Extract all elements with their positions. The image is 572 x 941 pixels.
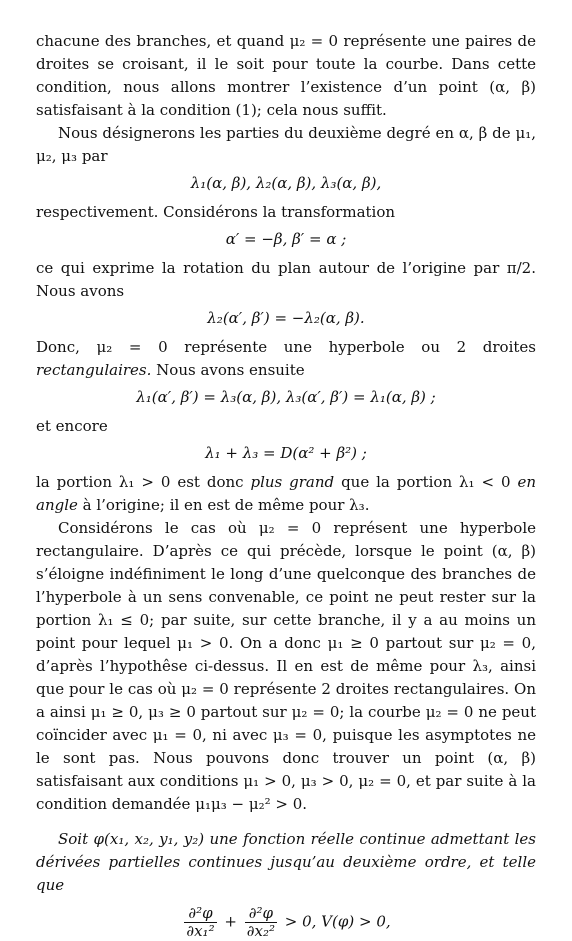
inequality-rest: > 0, V(φ) > 0, xyxy=(284,912,391,931)
fraction-second xyxy=(245,905,277,940)
emphasis-rectangulaires: rectangulaires. xyxy=(36,361,152,379)
text-run: à l’origine; il en est de même pour λ₃. xyxy=(77,496,370,514)
paragraph-hyperbole-case: Considérons le cas où μ₂ = 0 représent une hyperbole rectangulaire. D’après ce qui précède, lorsque le point (α, β) s’éloigne indéfiniment le long d’une quelconque des branches de l’hyperbole à un sens convenable, ce point ne peut rester sur la portion λ₁ ≤ 0; par suite, sur cette branche, il y a au moins un point pour lequel μ₁ > 0. On a donc μ₁ ≥ 0 partout sur μ₂ = 0, d’après l’hypothêse ci-dessus. Il en est de même pour λ₃, ainsi que pour le cas où μ₂ = 0 représente 2 droites rectangulaires. On a ainsi μ₁ ≥ 0, μ₃ ≥ 0 partout sur μ₂ = 0; la courbe μ₂ = 0 ne peut coïncider avec μ₁ = 0, ni avec μ₃ = 0, puisque les asymptotes ne le sont pas. Nous pouvons donc trouver un point (α, β) satisfaisant aux conditions μ₁ > 0, μ₃ > 0, μ₂ = 0, et par suite à la condition demandée μ₁μ₃ − μ₂² > 0. xyxy=(36,519,536,813)
paragraph-et-encore: et encore xyxy=(36,417,108,435)
plus-sign: + xyxy=(224,912,237,931)
equation-rotation: α′ = −β, β′ = α ; xyxy=(225,230,347,248)
paragraph-portion xyxy=(36,471,536,517)
equation-lambda-list: λ₁(α, β), λ₂(α, β), λ₃(α, β), xyxy=(190,174,382,192)
equation-lambda2: λ₂(α′, β′) = −λ₂(α, β). xyxy=(207,309,365,327)
equation-laplacian xyxy=(36,905,536,940)
text-run: Donc, μ₂ = 0 représente une hyperbole ou 2 droites xyxy=(36,338,536,356)
paragraph-transformation: respectivement. Considérons la transformation xyxy=(36,203,396,221)
fraction-denominator: ∂x₂² xyxy=(246,922,275,940)
paragraph-designation: Nous désignerons les parties du deuxième degré en α, β de μ₁, μ₂, μ₃ par xyxy=(36,124,536,165)
text-run: la portion λ₁ > 0 est donc xyxy=(36,473,251,491)
paragraph-rotation-comment: ce qui exprime la rotation du plan autour de l’origine par π/2. Nous avons xyxy=(36,259,536,300)
equation-lambda-sum: λ₁ + λ₃ = D(α² + β²) ; xyxy=(205,444,367,462)
paragraph-function-statement: Soit φ(x₁, x₂, y₁, y₂) une fonction réelle continue admettant les dérivées partielles continues jusqu’au deuxième ordre, et telle que xyxy=(36,830,536,894)
emphasis-en-angle: en angle xyxy=(36,473,536,514)
equation-lambda-swap: λ₁(α′, β′) = λ₃(α, β), λ₃(α′, β′) = λ₁(α, β) ; xyxy=(136,388,436,406)
text-run: que la portion λ₁ < 0 xyxy=(334,473,518,491)
fraction-numerator: ∂²φ xyxy=(245,905,277,923)
fraction-denominator: ∂x₁² xyxy=(186,922,215,940)
text-run: Nous avons ensuite xyxy=(151,361,305,379)
paragraph-continuation: chacune des branches, et quand μ₂ = 0 représente une paires de droites se croisant, il le soit pour toute la courbe. Dans cette condition, nous allons montrer l’existence d’un point (α, β) satisfaisant à la condition (1); cela nous suffit. xyxy=(36,32,536,119)
fraction-first xyxy=(184,905,216,940)
fraction-numerator: ∂²φ xyxy=(184,905,216,923)
paragraph-hyperbole xyxy=(36,336,536,382)
emphasis-plus-grand: plus grand xyxy=(250,473,335,491)
